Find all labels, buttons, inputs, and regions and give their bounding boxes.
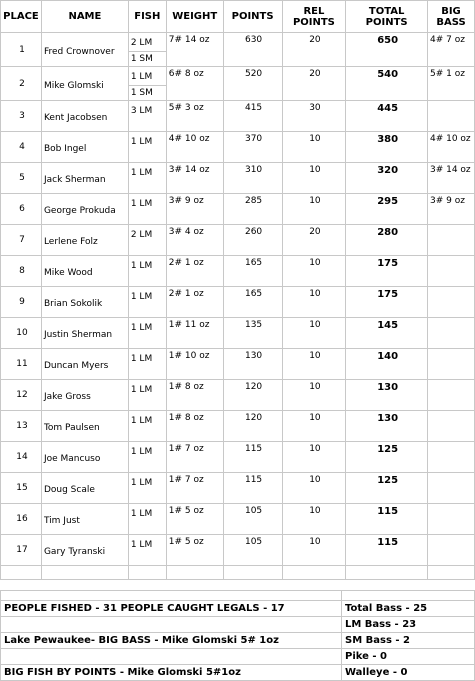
header-total-line2: POINTS <box>365 16 408 28</box>
fish-cell <box>128 349 166 380</box>
total-points-cell: 115 <box>346 504 428 535</box>
fish-count: 1 SM <box>130 88 153 98</box>
place-cell: 3 <box>1 101 42 132</box>
fish-count: 1 LM <box>130 168 153 178</box>
points-cell: 115 <box>223 442 282 473</box>
big-bass-cell <box>427 101 474 132</box>
rel-points-cell: 30 <box>282 101 346 132</box>
place-cell: 16 <box>1 504 42 535</box>
name-cell: Joe Mancuso <box>41 442 128 473</box>
total-points-cell: 145 <box>346 318 428 349</box>
fish-count: 2 LM <box>129 35 166 52</box>
empty-row <box>1 566 475 580</box>
table-row <box>1 380 475 411</box>
total-points-cell: 125 <box>346 473 428 504</box>
fish-cell <box>128 225 166 256</box>
rel-points-cell: 10 <box>282 256 346 287</box>
points-cell: 165 <box>223 287 282 318</box>
weight-cell: 5# 3 oz <box>166 101 223 132</box>
total-points-cell: 115 <box>346 535 428 566</box>
name-cell: Justin Sherman <box>41 318 128 349</box>
weight-cell: 1# 7 oz <box>166 442 223 473</box>
rel-points-cell: 10 <box>282 132 346 163</box>
big-bass-cell <box>427 318 474 349</box>
place-cell: 2 <box>1 67 42 101</box>
name-cell: Mike Glomski <box>41 67 128 101</box>
table-row <box>1 442 475 473</box>
fish-cell <box>128 504 166 535</box>
big-bass-cell <box>427 287 474 318</box>
fish-cell <box>128 163 166 194</box>
place-cell: 14 <box>1 442 42 473</box>
rel-points-cell: 10 <box>282 535 346 566</box>
rel-points-cell: 10 <box>282 442 346 473</box>
points-cell: 165 <box>223 256 282 287</box>
summary-spacer-row <box>1 591 475 601</box>
table-row <box>1 194 475 225</box>
points-cell: 130 <box>223 349 282 380</box>
name-cell: Tom Paulsen <box>41 411 128 442</box>
empty-cell <box>223 566 282 580</box>
rel-points-cell: 20 <box>282 33 346 67</box>
points-cell: 260 <box>223 225 282 256</box>
rel-points-cell: 20 <box>282 67 346 101</box>
empty-cell <box>427 566 474 580</box>
header-rel-points <box>282 1 346 33</box>
empty-cell <box>41 566 128 580</box>
weight-cell: 7# 14 oz <box>166 33 223 67</box>
points-cell: 520 <box>223 67 282 101</box>
blank-cell <box>1 617 342 633</box>
summary-row-2 <box>1 617 475 633</box>
big-bass-cell <box>427 442 474 473</box>
fish-cell <box>128 318 166 349</box>
name-cell: Tim Just <box>41 504 128 535</box>
fish-count: 1 LM <box>130 385 153 395</box>
place-cell: 8 <box>1 256 42 287</box>
total-points-cell: 445 <box>346 101 428 132</box>
big-bass-cell: 4# 7 oz <box>427 33 474 67</box>
table-row <box>1 67 475 101</box>
rel-points-cell: 10 <box>282 194 346 225</box>
weight-cell: 6# 8 oz <box>166 67 223 101</box>
total-points-cell: 140 <box>346 349 428 380</box>
rel-points-cell: 20 <box>282 225 346 256</box>
fish-count: 1 LM <box>130 540 153 550</box>
header-weight: WEIGHT <box>166 1 223 33</box>
spacer-cell-a <box>1 591 342 601</box>
lake-big-bass-text: Lake Pewaukee- BIG BASS - Mike Glomski 5# 1oz <box>1 633 342 649</box>
walleye-text: Walleye - 0 <box>342 665 475 681</box>
fish-count: 1 LM <box>130 199 153 209</box>
big-bass-cell <box>427 473 474 504</box>
header-rel-line1: REL <box>303 5 325 17</box>
table-row <box>1 225 475 256</box>
big-bass-cell <box>427 504 474 535</box>
points-cell: 285 <box>223 194 282 225</box>
weight-cell: 1# 7 oz <box>166 473 223 504</box>
points-cell: 115 <box>223 473 282 504</box>
table-row <box>1 287 475 318</box>
name-cell: Duncan Myers <box>41 349 128 380</box>
rel-points-cell: 10 <box>282 473 346 504</box>
header-fish: FISH <box>128 1 166 33</box>
place-cell: 11 <box>1 349 42 380</box>
lm-bass-text: LM Bass - 23 <box>342 617 475 633</box>
weight-cell: 1# 10 oz <box>166 349 223 380</box>
place-cell: 1 <box>1 33 42 67</box>
header-name: NAME <box>41 1 128 33</box>
header-rel-line2: POINTS <box>292 16 335 28</box>
summary-row-3 <box>1 633 475 649</box>
total-points-cell: 175 <box>346 256 428 287</box>
spacer-cell-b <box>342 591 475 601</box>
place-cell: 5 <box>1 163 42 194</box>
header-points: POINTS <box>223 1 282 33</box>
big-bass-cell: 5# 1 oz <box>427 67 474 101</box>
weight-cell: 1# 8 oz <box>166 411 223 442</box>
fish-cell <box>128 67 166 101</box>
fish-cell <box>128 287 166 318</box>
header-big-line1: BIG <box>441 5 461 17</box>
total-points-cell: 125 <box>346 442 428 473</box>
rel-points-cell: 10 <box>282 504 346 535</box>
fish-count: 1 LM <box>130 416 153 426</box>
weight-cell: 1# 5 oz <box>166 504 223 535</box>
fish-cell <box>128 101 166 132</box>
fish-count: 1 LM <box>130 137 153 147</box>
big-bass-cell: 4# 10 oz <box>427 132 474 163</box>
header-total-points <box>346 1 428 33</box>
fish-cell <box>128 473 166 504</box>
weight-cell: 2# 1 oz <box>166 256 223 287</box>
place-cell: 4 <box>1 132 42 163</box>
fish-cell <box>128 132 166 163</box>
points-cell: 630 <box>223 33 282 67</box>
weight-cell: 3# 14 oz <box>166 163 223 194</box>
place-cell: 9 <box>1 287 42 318</box>
fish-count: 1 LM <box>130 478 153 488</box>
table-row <box>1 504 475 535</box>
total-bass-text: Total Bass - 25 <box>342 601 475 617</box>
fish-cell <box>128 380 166 411</box>
fish-cell <box>128 442 166 473</box>
total-points-cell: 540 <box>346 67 428 101</box>
people-fished-text: PEOPLE FISHED - 31 PEOPLE CAUGHT LEGALS - 17 <box>1 601 342 617</box>
total-points-cell: 280 <box>346 225 428 256</box>
weight-cell: 3# 9 oz <box>166 194 223 225</box>
big-bass-cell: 3# 9 oz <box>427 194 474 225</box>
name-cell: Lerlene Folz <box>41 225 128 256</box>
name-cell: Doug Scale <box>41 473 128 504</box>
points-cell: 120 <box>223 380 282 411</box>
total-points-cell: 650 <box>346 33 428 67</box>
place-cell: 12 <box>1 380 42 411</box>
table-row <box>1 101 475 132</box>
rel-points-cell: 10 <box>282 287 346 318</box>
table-row <box>1 132 475 163</box>
big-bass-cell <box>427 535 474 566</box>
big-bass-cell: 3# 14 oz <box>427 163 474 194</box>
table-row <box>1 33 475 67</box>
fish-count: 1 LM <box>129 69 166 86</box>
rel-points-cell: 10 <box>282 380 346 411</box>
header-total-line1: TOTAL <box>368 5 405 17</box>
fish-count: 1 LM <box>130 292 153 302</box>
summary-row-1 <box>1 601 475 617</box>
rel-points-cell: 10 <box>282 318 346 349</box>
place-cell: 6 <box>1 194 42 225</box>
fish-count: 3 LM <box>130 106 153 116</box>
total-points-cell: 380 <box>346 132 428 163</box>
empty-cell <box>346 566 428 580</box>
points-cell: 370 <box>223 132 282 163</box>
blank-cell <box>1 649 342 665</box>
name-cell: Mike Wood <box>41 256 128 287</box>
fish-cell <box>128 194 166 225</box>
total-points-cell: 320 <box>346 163 428 194</box>
header-place: PLACE <box>1 1 42 33</box>
header-row <box>1 1 475 33</box>
total-points-cell: 130 <box>346 380 428 411</box>
fish-count: 1 LM <box>130 509 153 519</box>
weight-cell: 2# 1 oz <box>166 287 223 318</box>
sm-bass-text: SM Bass - 2 <box>342 633 475 649</box>
fish-count: 1 LM <box>130 354 153 364</box>
total-points-cell: 175 <box>346 287 428 318</box>
weight-cell: 1# 5 oz <box>166 535 223 566</box>
place-cell: 15 <box>1 473 42 504</box>
name-cell: Brian Sokolik <box>41 287 128 318</box>
empty-cell <box>128 566 166 580</box>
big-fish-points-text: BIG FISH BY POINTS - Mike Glomski 5#1oz <box>1 665 342 681</box>
big-bass-cell <box>427 380 474 411</box>
table-row <box>1 411 475 442</box>
weight-cell: 1# 11 oz <box>166 318 223 349</box>
points-cell: 415 <box>223 101 282 132</box>
big-bass-cell <box>427 225 474 256</box>
total-points-cell: 130 <box>346 411 428 442</box>
fish-cell <box>128 33 166 67</box>
rel-points-cell: 10 <box>282 411 346 442</box>
points-cell: 105 <box>223 504 282 535</box>
big-bass-cell <box>427 411 474 442</box>
points-cell: 120 <box>223 411 282 442</box>
fish-count: 1 LM <box>130 323 153 333</box>
place-cell: 17 <box>1 535 42 566</box>
weight-cell: 3# 4 oz <box>166 225 223 256</box>
table-row <box>1 318 475 349</box>
fish-count: 2 LM <box>130 230 153 240</box>
total-points-cell: 295 <box>346 194 428 225</box>
summary-table <box>0 590 475 681</box>
table-row <box>1 163 475 194</box>
fish-count: 1 SM <box>130 54 153 64</box>
empty-cell <box>166 566 223 580</box>
table-row <box>1 473 475 504</box>
name-cell: Jake Gross <box>41 380 128 411</box>
points-cell: 310 <box>223 163 282 194</box>
place-cell: 13 <box>1 411 42 442</box>
name-cell: Fred Crownover <box>41 33 128 67</box>
table-row <box>1 535 475 566</box>
pike-text: Pike - 0 <box>342 649 475 665</box>
place-cell: 7 <box>1 225 42 256</box>
weight-cell: 1# 8 oz <box>166 380 223 411</box>
table-row <box>1 256 475 287</box>
name-cell: George Prokuda <box>41 194 128 225</box>
name-cell: Jack Sherman <box>41 163 128 194</box>
fish-cell <box>128 535 166 566</box>
name-cell: Kent Jacobsen <box>41 101 128 132</box>
fish-cell <box>128 256 166 287</box>
name-cell: Bob Ingel <box>41 132 128 163</box>
rel-points-cell: 10 <box>282 163 346 194</box>
empty-cell <box>1 566 42 580</box>
summary-row-4 <box>1 649 475 665</box>
table-row <box>1 349 475 380</box>
points-cell: 105 <box>223 535 282 566</box>
points-cell: 135 <box>223 318 282 349</box>
fish-count: 1 LM <box>130 261 153 271</box>
fish-count: 1 LM <box>130 447 153 457</box>
big-bass-cell <box>427 256 474 287</box>
header-big-line2: BASS <box>436 16 466 28</box>
header-big-bass <box>427 1 474 33</box>
weight-cell: 4# 10 oz <box>166 132 223 163</box>
name-cell: Gary Tyranski <box>41 535 128 566</box>
rel-points-cell: 10 <box>282 349 346 380</box>
place-cell: 10 <box>1 318 42 349</box>
fish-cell <box>128 411 166 442</box>
empty-cell <box>282 566 346 580</box>
big-bass-cell <box>427 349 474 380</box>
